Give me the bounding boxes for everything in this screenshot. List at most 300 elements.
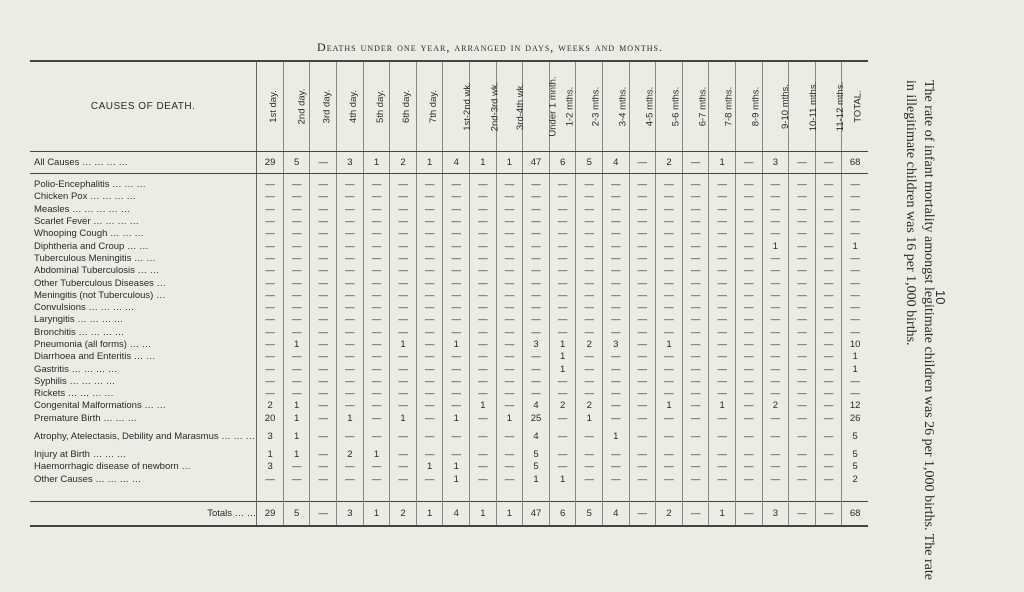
table-cell: — bbox=[603, 228, 630, 240]
table-cell: — bbox=[682, 179, 709, 191]
table-row bbox=[30, 400, 868, 412]
table-cell: — bbox=[549, 314, 576, 326]
table-cell: — bbox=[523, 290, 550, 302]
table-cell: — bbox=[603, 413, 630, 425]
table-cell: — bbox=[310, 204, 337, 216]
table-cell: — bbox=[390, 240, 417, 252]
spacer-cell bbox=[656, 486, 683, 502]
spacer-row bbox=[30, 486, 868, 502]
table-row bbox=[30, 290, 868, 302]
table-row bbox=[30, 363, 868, 375]
table-cell: 4 bbox=[443, 151, 470, 173]
table-cell: — bbox=[416, 302, 443, 314]
page-number: 10 bbox=[933, 290, 948, 305]
table-cell: — bbox=[576, 302, 603, 314]
table-cell: — bbox=[549, 253, 576, 265]
table-row bbox=[30, 474, 868, 486]
table-cell: — bbox=[656, 290, 683, 302]
table-cell: 6 bbox=[549, 151, 576, 173]
table-cell: — bbox=[257, 388, 284, 400]
spacer-cell bbox=[30, 486, 257, 502]
table-cell: — bbox=[629, 388, 656, 400]
table-cell: — bbox=[815, 265, 842, 277]
table-cell: — bbox=[576, 290, 603, 302]
table-cell: — bbox=[603, 314, 630, 326]
table-cell: — bbox=[470, 290, 497, 302]
table-cell: — bbox=[682, 413, 709, 425]
table-row bbox=[30, 253, 868, 265]
spacer-cell bbox=[443, 486, 470, 502]
table-cell: 1 bbox=[416, 502, 443, 526]
table-cell: — bbox=[337, 191, 364, 203]
table-cell: — bbox=[629, 265, 656, 277]
table-cell: — bbox=[709, 290, 736, 302]
table-cell: — bbox=[363, 461, 390, 473]
table-cell: — bbox=[815, 179, 842, 191]
totals-row bbox=[30, 502, 868, 526]
table-cell: — bbox=[470, 474, 497, 486]
table-cell: — bbox=[576, 327, 603, 339]
table-cell: — bbox=[789, 474, 816, 486]
table-cell: — bbox=[709, 413, 736, 425]
column-header-label: 5-6 mths. bbox=[670, 86, 682, 127]
table-cell: — bbox=[842, 327, 868, 339]
table-cell: — bbox=[815, 151, 842, 173]
table-cell: — bbox=[709, 339, 736, 351]
table-cell: — bbox=[416, 277, 443, 289]
table-cell: — bbox=[815, 388, 842, 400]
header-row bbox=[30, 61, 868, 151]
table-cell: — bbox=[762, 290, 789, 302]
table-cell: — bbox=[257, 327, 284, 339]
table-cell: — bbox=[416, 351, 443, 363]
table-cell: — bbox=[310, 461, 337, 473]
column-header-label: 2nd day. bbox=[296, 88, 308, 125]
table-row bbox=[30, 265, 868, 277]
table-cell: — bbox=[629, 191, 656, 203]
column-header-label: 2-3 mths. bbox=[590, 86, 602, 127]
table-cell: — bbox=[629, 151, 656, 173]
table-cell: — bbox=[762, 388, 789, 400]
table-cell: — bbox=[815, 290, 842, 302]
table-cell: — bbox=[682, 339, 709, 351]
table-cell: — bbox=[603, 461, 630, 473]
table-cell: — bbox=[815, 302, 842, 314]
table-cell: — bbox=[735, 265, 762, 277]
column-header bbox=[257, 61, 284, 151]
cause-label: Atrophy, Atelectasis, Debility and Marasmus … … … bbox=[30, 425, 257, 449]
table-cell: — bbox=[470, 339, 497, 351]
table-cell: 1 bbox=[283, 425, 310, 449]
table-cell: 5 bbox=[523, 449, 550, 461]
table-cell: 4 bbox=[603, 151, 630, 173]
column-header bbox=[523, 61, 559, 151]
table-cell: — bbox=[682, 204, 709, 216]
table-cell: 3 bbox=[337, 151, 364, 173]
table-cell: — bbox=[842, 265, 868, 277]
table-row bbox=[30, 191, 868, 203]
table-cell: — bbox=[709, 474, 736, 486]
table-cell: — bbox=[416, 400, 443, 412]
table-cell: — bbox=[523, 363, 550, 375]
table-row bbox=[30, 240, 868, 252]
table-cell: 4 bbox=[523, 400, 550, 412]
table-cell: — bbox=[470, 265, 497, 277]
table-cell: — bbox=[789, 204, 816, 216]
table-cell: — bbox=[682, 474, 709, 486]
table-cell: — bbox=[283, 253, 310, 265]
table-cell: — bbox=[390, 351, 417, 363]
table-cell: — bbox=[337, 314, 364, 326]
table-cell: 1 bbox=[709, 151, 736, 173]
spacer-cell bbox=[762, 486, 789, 502]
table-cell: — bbox=[576, 449, 603, 461]
table-cell: — bbox=[496, 204, 523, 216]
table-cell: — bbox=[443, 400, 470, 412]
cause-label: Whooping Cough … … … bbox=[30, 228, 257, 240]
table-cell: — bbox=[283, 277, 310, 289]
table-cell: — bbox=[283, 216, 310, 228]
table-cell: — bbox=[496, 327, 523, 339]
column-header-label: 6th day. bbox=[401, 89, 413, 123]
table-cell: — bbox=[549, 204, 576, 216]
table-cell: — bbox=[709, 265, 736, 277]
table-cell: — bbox=[629, 413, 656, 425]
table-cell: — bbox=[390, 388, 417, 400]
column-header bbox=[656, 61, 683, 151]
table-cell: — bbox=[603, 204, 630, 216]
table-cell: — bbox=[283, 388, 310, 400]
table-cell: — bbox=[789, 302, 816, 314]
table-cell: — bbox=[629, 363, 656, 375]
table-cell: — bbox=[310, 302, 337, 314]
table-cell: — bbox=[523, 314, 550, 326]
table-cell: — bbox=[629, 474, 656, 486]
table-cell: — bbox=[363, 290, 390, 302]
table-cell: — bbox=[682, 191, 709, 203]
table-cell: — bbox=[629, 327, 656, 339]
table-cell: — bbox=[789, 388, 816, 400]
table-cell: — bbox=[762, 204, 789, 216]
table-cell: — bbox=[337, 363, 364, 375]
table-cell: — bbox=[390, 400, 417, 412]
column-header-label: 4-5 mths. bbox=[643, 86, 655, 127]
table-cell: — bbox=[789, 216, 816, 228]
table-cell: — bbox=[709, 204, 736, 216]
table-cell: — bbox=[709, 191, 736, 203]
table-cell: — bbox=[629, 314, 656, 326]
table-cell: — bbox=[789, 240, 816, 252]
table-cell: — bbox=[443, 253, 470, 265]
table-cell: — bbox=[496, 376, 523, 388]
table-row bbox=[30, 339, 868, 351]
table-cell: — bbox=[656, 363, 683, 375]
table-cell: — bbox=[682, 449, 709, 461]
table-cell: 2 bbox=[762, 400, 789, 412]
table-cell: — bbox=[762, 351, 789, 363]
table-cell: — bbox=[576, 314, 603, 326]
table-cell: — bbox=[283, 265, 310, 277]
table-cell: 47 bbox=[523, 502, 550, 526]
table-row bbox=[30, 314, 868, 326]
table-cell: — bbox=[709, 228, 736, 240]
table-cell: — bbox=[709, 388, 736, 400]
table-cell: — bbox=[682, 302, 709, 314]
table-cell: — bbox=[656, 327, 683, 339]
table-cell: 1 bbox=[709, 400, 736, 412]
table-cell: — bbox=[735, 314, 762, 326]
table-cell: 20 bbox=[257, 413, 284, 425]
table-cell: — bbox=[496, 240, 523, 252]
table-cell: — bbox=[603, 265, 630, 277]
table-cell: 3 bbox=[603, 339, 630, 351]
table-cell: — bbox=[842, 302, 868, 314]
column-header bbox=[629, 61, 656, 151]
table-cell: — bbox=[603, 388, 630, 400]
table-cell: — bbox=[682, 228, 709, 240]
column-header bbox=[709, 61, 736, 151]
table-cell: — bbox=[709, 179, 736, 191]
table-cell: 1 bbox=[363, 151, 390, 173]
table-cell: 1 bbox=[709, 502, 736, 526]
table-cell: — bbox=[735, 363, 762, 375]
table-cell: — bbox=[842, 277, 868, 289]
table-cell: — bbox=[416, 290, 443, 302]
table-cell: 2 bbox=[656, 502, 683, 526]
table-cell: — bbox=[363, 253, 390, 265]
table-cell: 2 bbox=[337, 449, 364, 461]
table-cell: — bbox=[310, 502, 337, 526]
column-header-label: 7th day. bbox=[427, 89, 439, 123]
table-cell: — bbox=[496, 388, 523, 400]
table-cell: — bbox=[709, 302, 736, 314]
table-cell: — bbox=[470, 314, 497, 326]
table-cell: — bbox=[789, 502, 816, 526]
table-cell: — bbox=[789, 413, 816, 425]
table-cell: — bbox=[656, 413, 683, 425]
table-cell: — bbox=[815, 351, 842, 363]
table-cell: — bbox=[416, 265, 443, 277]
table-cell: — bbox=[735, 474, 762, 486]
table-cell: — bbox=[815, 277, 842, 289]
table-cell: — bbox=[629, 179, 656, 191]
table-cell: 5 bbox=[842, 461, 868, 473]
table-cell: — bbox=[337, 400, 364, 412]
table-cell: — bbox=[470, 351, 497, 363]
table-cell: 3 bbox=[257, 461, 284, 473]
table-cell: 1 bbox=[443, 461, 470, 473]
table-cell: — bbox=[789, 351, 816, 363]
spacer-cell bbox=[682, 486, 709, 502]
table-row bbox=[30, 228, 868, 240]
table-cell: — bbox=[523, 388, 550, 400]
table-cell: — bbox=[576, 351, 603, 363]
table-cell: — bbox=[496, 461, 523, 473]
table-cell: — bbox=[735, 376, 762, 388]
table-cell: — bbox=[629, 253, 656, 265]
table-cell: — bbox=[549, 228, 576, 240]
table-cell: 29 bbox=[257, 502, 284, 526]
table-cell: — bbox=[735, 327, 762, 339]
table-cell: — bbox=[789, 400, 816, 412]
table-row bbox=[30, 327, 868, 339]
table-cell: — bbox=[815, 228, 842, 240]
table-cell: 1 bbox=[337, 413, 364, 425]
table-cell: — bbox=[337, 302, 364, 314]
table-cell: — bbox=[735, 277, 762, 289]
table-cell: — bbox=[443, 425, 470, 449]
table-cell: — bbox=[815, 240, 842, 252]
table-cell: — bbox=[789, 290, 816, 302]
table-cell: — bbox=[363, 204, 390, 216]
table-cell: — bbox=[283, 327, 310, 339]
table-cell: — bbox=[603, 363, 630, 375]
table-cell: 6 bbox=[549, 502, 576, 526]
table-cell: — bbox=[363, 240, 390, 252]
table-cell: — bbox=[443, 216, 470, 228]
table-cell: — bbox=[443, 302, 470, 314]
table-cell: — bbox=[709, 327, 736, 339]
table-cell: — bbox=[416, 204, 443, 216]
table-cell: — bbox=[549, 277, 576, 289]
column-header bbox=[735, 61, 762, 151]
table-cell: 1 bbox=[576, 413, 603, 425]
table-cell: — bbox=[576, 265, 603, 277]
table-cell: — bbox=[496, 351, 523, 363]
table-cell: 1 bbox=[842, 363, 868, 375]
table-cell: — bbox=[656, 240, 683, 252]
column-header bbox=[789, 61, 820, 151]
table-cell: 26 bbox=[842, 413, 868, 425]
table-cell: — bbox=[523, 302, 550, 314]
table-cell: — bbox=[629, 204, 656, 216]
column-header-label: 3rd-4th wk. bbox=[514, 82, 526, 130]
table-cell: — bbox=[283, 228, 310, 240]
table-cell: — bbox=[682, 253, 709, 265]
table-cell: — bbox=[443, 376, 470, 388]
cause-label: Injury at Birth … … … bbox=[30, 449, 257, 461]
cause-label: Pneumonia (all forms) … … bbox=[30, 339, 257, 351]
table-cell: — bbox=[470, 179, 497, 191]
column-header-label: 8-9 mths. bbox=[750, 86, 762, 127]
table-cell: 1 bbox=[656, 400, 683, 412]
table-cell: — bbox=[337, 425, 364, 449]
table-cell: — bbox=[416, 388, 443, 400]
table-cell: 2 bbox=[656, 151, 683, 173]
table-cell: — bbox=[629, 302, 656, 314]
table-cell: — bbox=[390, 228, 417, 240]
table-cell: — bbox=[549, 425, 576, 449]
table-cell: — bbox=[496, 400, 523, 412]
table-cell: — bbox=[257, 253, 284, 265]
table-cell: — bbox=[257, 228, 284, 240]
table-cell: — bbox=[576, 363, 603, 375]
table-cell: — bbox=[257, 277, 284, 289]
table-cell: — bbox=[257, 191, 284, 203]
column-header bbox=[283, 61, 310, 151]
table-cell: — bbox=[416, 425, 443, 449]
table-cell: — bbox=[762, 265, 789, 277]
table-cell: 1 bbox=[363, 502, 390, 526]
table-cell: — bbox=[337, 204, 364, 216]
table-cell: — bbox=[310, 339, 337, 351]
table-cell: — bbox=[629, 228, 656, 240]
table-cell: — bbox=[470, 363, 497, 375]
table-cell: — bbox=[709, 376, 736, 388]
table-cell: — bbox=[257, 290, 284, 302]
table-cell: — bbox=[815, 461, 842, 473]
column-header-label: 1-2 mths. bbox=[564, 86, 576, 127]
spacer-cell bbox=[549, 486, 576, 502]
table-cell: — bbox=[815, 413, 842, 425]
table-cell: — bbox=[310, 351, 337, 363]
table-cell: 1 bbox=[603, 425, 630, 449]
table-cell: — bbox=[496, 228, 523, 240]
table-cell: 47 bbox=[523, 151, 550, 173]
table-cell: — bbox=[762, 339, 789, 351]
table-cell: — bbox=[709, 449, 736, 461]
table-cell: — bbox=[523, 204, 550, 216]
column-header bbox=[682, 61, 709, 151]
cause-label: Tuberculous Meningitis … … bbox=[30, 253, 257, 265]
cause-label: Gastritis … … … … bbox=[30, 363, 257, 375]
table-cell: — bbox=[549, 413, 576, 425]
table-cell: — bbox=[576, 240, 603, 252]
table-cell: — bbox=[549, 191, 576, 203]
table-cell: — bbox=[576, 204, 603, 216]
table-cell: — bbox=[390, 191, 417, 203]
table-cell: 2 bbox=[390, 502, 417, 526]
table-cell: — bbox=[842, 376, 868, 388]
table-cell: 5 bbox=[576, 502, 603, 526]
table-cell: — bbox=[735, 228, 762, 240]
table-cell: — bbox=[603, 327, 630, 339]
table-cell: — bbox=[523, 228, 550, 240]
table-cell: 1 bbox=[549, 351, 576, 363]
table-cell: — bbox=[762, 277, 789, 289]
table-cell: — bbox=[842, 290, 868, 302]
table-cell: — bbox=[363, 302, 390, 314]
table-row bbox=[30, 179, 868, 191]
spacer-cell bbox=[709, 486, 736, 502]
table-cell: 1 bbox=[283, 449, 310, 461]
table-cell: — bbox=[257, 240, 284, 252]
table-cell: 25 bbox=[523, 413, 550, 425]
table-cell: — bbox=[363, 413, 390, 425]
table-cell: — bbox=[656, 474, 683, 486]
table-cell: — bbox=[257, 474, 284, 486]
table-cell: — bbox=[496, 277, 523, 289]
table-cell: — bbox=[815, 191, 842, 203]
side-note: The rate of infant mortality amongst legitimate children was 26 per 1,000 births. The rate in illegitimate children was 16 per 1,000 births. bbox=[903, 80, 936, 580]
table-cell: — bbox=[496, 290, 523, 302]
table-cell: — bbox=[470, 216, 497, 228]
column-header bbox=[363, 61, 390, 151]
column-header bbox=[390, 61, 417, 151]
table-cell: — bbox=[549, 240, 576, 252]
table-cell: — bbox=[735, 240, 762, 252]
table-cell: 1 bbox=[523, 474, 550, 486]
table-cell: 2 bbox=[257, 400, 284, 412]
table-cell: — bbox=[443, 388, 470, 400]
table-cell: — bbox=[549, 265, 576, 277]
table-cell: — bbox=[363, 351, 390, 363]
table-cell: — bbox=[815, 449, 842, 461]
table-cell: 5 bbox=[523, 461, 550, 473]
table-cell: — bbox=[603, 240, 630, 252]
table-cell: — bbox=[735, 413, 762, 425]
table-cell: — bbox=[656, 204, 683, 216]
